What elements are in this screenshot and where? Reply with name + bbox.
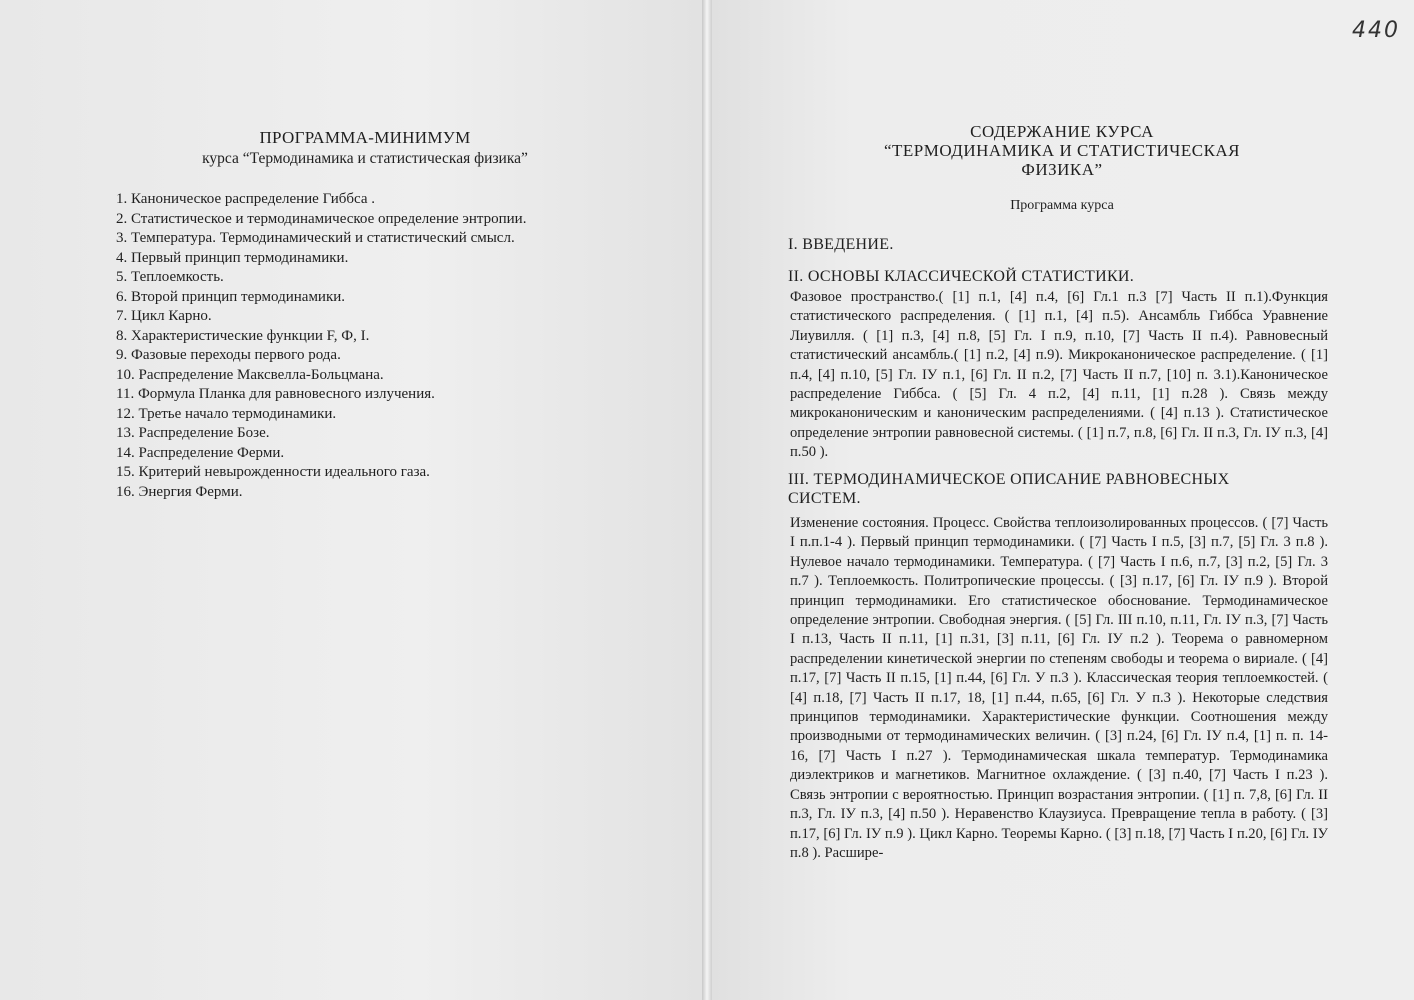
- program-minimum-title: ПРОГРАММА-МИНИМУМ: [259, 128, 471, 147]
- list-item: 1. Каноническое распределение Гиббса .: [116, 191, 375, 207]
- list-item: 12. Третье начало термодинамики.: [116, 405, 337, 422]
- section-heading-classical-statistics: II. ОСНОВЫ КЛАССИЧЕСКОЙ СТАТИСТИКИ.: [788, 268, 1135, 285]
- section-text-classical-statistics: Фазовое пространство.( [1] п.1, [4] п.4, [6] Гл.1 п.3 [7] Часть II п.1).Функция статистического распределения. ( [1] п.1, [4] п.5). Ансамбль Гиббса Уравнение Лиувилля. ( [1] п.3, [4] п.8, [5] Гл. I п.9, п.10, [7] Часть II п.4). Равновесный статистический ансамбль.( [1] п.2, [4] п.9). Микроканоническое распределение. ( [1] п.4, [4] п.10, [5] Гл. IУ п.1, [6] Гл. II п.2, [7] Часть II п.7, [10] п. 3.1).Каноническое распределение Гиббса. ( [5] Гл. 4 п.2, [4] п.11, [1] п.28 ). Связь между микроканоническим и каноническим распределениями. ( [4] п.13 ). Статистическое определение энтропии равновесной системы. ( [1] п.7, п.8, [6] Гл. II п.3, Гл. IУ п.3, [4] п.50 ).: [790, 289, 1328, 461]
- list-item: 16. Энергия Ферми.: [116, 483, 243, 500]
- list-item: 3. Температура. Термодинамический и статистический смысл.: [116, 230, 515, 246]
- left-page: [0, 0, 702, 1000]
- list-item: 10. Распределение Максвелла-Больцмана.: [116, 366, 384, 383]
- list-item: 6. Второй принцип термодинамики.: [116, 288, 346, 305]
- list-item: 14. Распределение Ферми.: [116, 444, 285, 461]
- list-item: 8. Характеристические функции F, Ф, I.: [116, 327, 370, 344]
- course-program-subtitle: Программа курса: [1010, 198, 1114, 213]
- list-item: 15. Критерий невырожденности идеального газа.: [116, 464, 430, 480]
- book-gutter: [702, 0, 712, 1000]
- program-minimum-subtitle: курса “Термодинамика и статистическая физика”: [202, 150, 528, 167]
- title-line: “ТЕРМОДИНАМИКА И СТАТИСТИЧЕСКАЯ: [883, 141, 1241, 160]
- handwritten-page-number: 440: [1352, 18, 1400, 43]
- list-item: 13. Распределение Бозе.: [116, 425, 270, 441]
- title-line: ФИЗИКА”: [1021, 160, 1103, 179]
- course-contents-title: [812, 122, 1312, 179]
- section-text-thermodynamic-description: Изменение состояния. Процесс. Свойства теплоизолированных процессов. ( [7] Часть I п.п.1-4 ). Первый принцип термодинамики. ( [7] Часть I п.5, [3] п.7, [5] Гл. 3 п.8 ). Нулевое начало термодинамики. Температура. ( [7] Часть I п.6, п.7, [3] п.2, [5] Гл. 3 п.7 ). Теплоемкость. Политропические процессы. ( [3] п.17, [6] Гл. IУ п.9 ). Второй принцип термодинамики. Его статистическое обоснование. Термодинамическое определение энтропии. Свободная энергия. ( [5] Гл. III п.10, п.11, Гл. IУ п.3, [7] Часть I п.13, Часть II п.11, [1] п.31, [3] п.11, [6] Гл. IУ п.2 ). Теорема о равномерном распределении кинетической энергии по степеням свободы и теорема о вириале. ( [4] п.17, [7] Часть II п.15, [1] п.44, [6] Гл. У п.3 ). Классическая теория теплоемкостей. ( [4] п.18, [7] Часть II п.17, 18, [1] п.44, п.65, [6] Гл. У п.3 ). Некоторые следствия принципов термодинамики. Характеристические функции. Соотношения между производными от термодинамических величин. ( [3] п.24, [6] Гл. IУ п.4, [1] п. п. 14-16, [7] Часть I п.27 ). Термодинамическая шкала температур. Термодинамика диэлектриков и магнетиков. Магнитное охлаждение. ( [3] п.40, [7] Часть I п.23 ). Связь энтропии с вероятностью. Принцип возрастания энтропии. ( [1] п. 7,8, [6] Гл. II п.3, Гл. IУ п.3, [4] п.50 ). Неравенство Клаузиуса. Превращение тепла в работу. ( [3] п.17, [6] Гл. IУ п.9 ). Цикл Карно. Теоремы Карно. ( [3] п.18, [7] Часть I п.20, [6] Гл. IУ п.8 ). Расшире-: [790, 515, 1328, 861]
- list-item: 11. Формула Планка для равновесного излучения.: [116, 386, 435, 402]
- list-item: 7. Цикл Карно.: [116, 308, 212, 324]
- list-item: 5. Теплоемкость.: [116, 269, 224, 285]
- program-minimum-list: [116, 190, 586, 502]
- list-item: 2. Статистическое и термодинамическое определение энтропии.: [116, 210, 527, 227]
- list-item: 9. Фазовые переходы первого рода.: [116, 347, 341, 363]
- section-heading-thermodynamic-description: III. ТЕРМОДИНАМИЧЕСКОЕ ОПИСАНИЕ РАВНОВЕСНЫХ СИСТЕМ.: [788, 471, 1230, 507]
- title-line: СОДЕРЖАНИЕ КУРСА: [970, 122, 1154, 141]
- section-heading-introduction: I. ВВЕДЕНИЕ.: [788, 236, 894, 253]
- list-item: 4. Первый принцип термодинамики.: [116, 249, 349, 266]
